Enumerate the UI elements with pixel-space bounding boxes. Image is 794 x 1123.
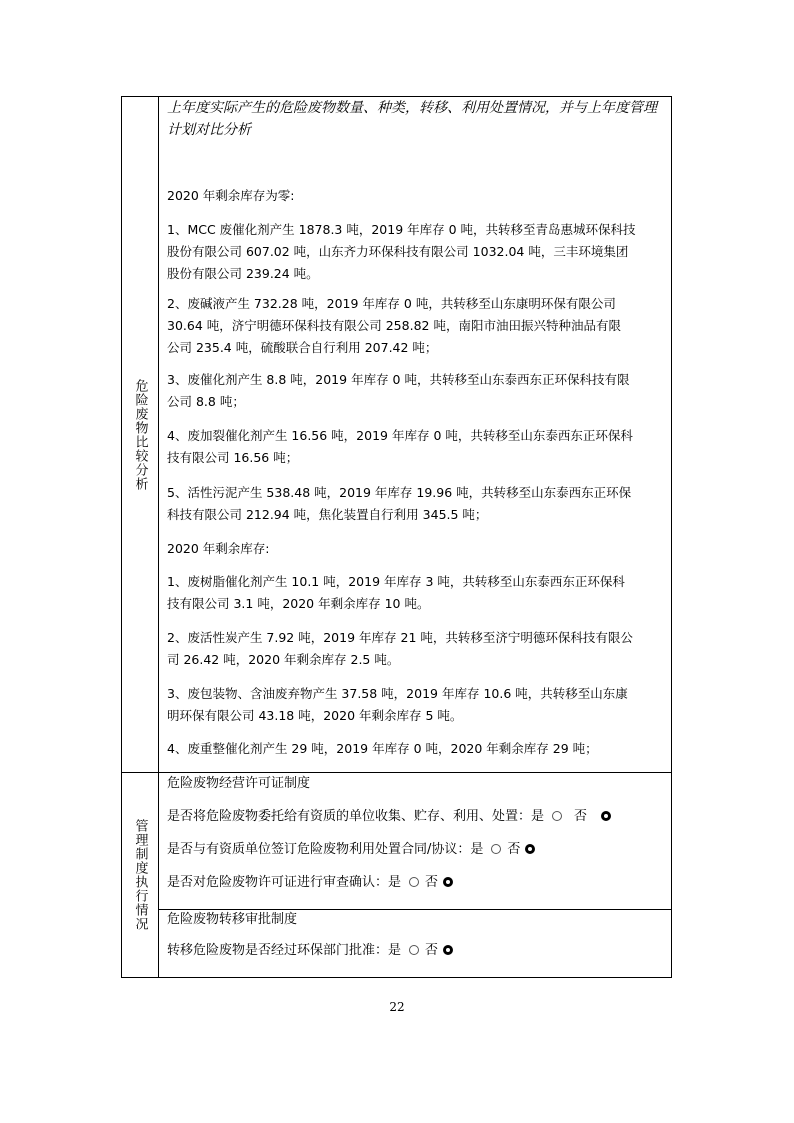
no-label: 否 bbox=[507, 842, 521, 857]
section-heading-line1: 上年度实际产生的危险废物数量、种类，转移、利用处置情况，并与上年度管理 bbox=[167, 100, 657, 116]
remaining-inventory-title: 2020 年剩余库存: bbox=[167, 541, 270, 556]
comparison-analysis-label-cell bbox=[122, 97, 159, 772]
question-entrust-text: 是否将危险废物委托给有资质的单位收集、贮存、利用、处置：是 bbox=[167, 809, 545, 824]
paragraph-9-line-2: 明环保有限公司 43.18 吨，2020 年剩余库存 5 吨。 bbox=[167, 708, 463, 723]
question-contract-text: 是否与有资质单位签订危险废物利用处置合同/协议：是 bbox=[167, 842, 484, 857]
yes-radio-icon[interactable] bbox=[552, 811, 562, 821]
no-radio-selected-icon[interactable] bbox=[525, 844, 535, 854]
management-system-row bbox=[122, 773, 671, 977]
no-label: 否 bbox=[574, 809, 588, 824]
paragraph-9 bbox=[167, 683, 667, 727]
paragraph-2-line-1: 2、废碱液产生 732.28 吨，2019 年库存 0 吨，共转移至山东康明环保有限公司 bbox=[167, 296, 616, 311]
question-license-review bbox=[167, 872, 667, 894]
paragraph-2-line-2: 30.64 吨，济宁明德环保科技有限公司 258.82 吨，南阳市油田振兴特种油品有限 bbox=[167, 318, 621, 333]
paragraph-10: 4、废重整催化剂产生 29 吨，2019 年库存 0 吨，2020 年剩余库存 29 吨； bbox=[167, 741, 598, 756]
comparison-analysis-row bbox=[122, 97, 671, 773]
paragraph-3-line-1: 3、废催化剂产生 8.8 吨，2019 年库存 0 吨，共转移至山东泰西东正环保科技有限 bbox=[167, 372, 630, 387]
paragraph-5 bbox=[167, 482, 667, 526]
paragraph-8-line-1: 2、废活性炭产生 7.92 吨，2019 年库存 21 吨，共转移至济宁明德环保科技有限公 bbox=[167, 630, 633, 645]
paragraph-8 bbox=[167, 627, 667, 671]
paragraph-2 bbox=[167, 293, 667, 359]
question-contract bbox=[167, 839, 667, 861]
question-entrust bbox=[167, 806, 667, 828]
paragraph-5-line-1: 5、活性污泥产生 538.48 吨，2019 年库存 19.96 吨，共转移至山东泰西东正环保 bbox=[167, 485, 632, 500]
hazardous-waste-table bbox=[121, 96, 672, 978]
paragraph-1-line-1: 1、MCC 废催化剂产生 1878.3 吨，2019 年库存 0 吨，共转移至青岛惠城环保科技 bbox=[167, 222, 636, 237]
paragraph-1-line-3: 股份有限公司 239.24 吨。 bbox=[167, 266, 319, 281]
question-transfer-approval-text: 转移危险废物是否经过环保部门批准：是 bbox=[167, 943, 402, 958]
paragraph-3 bbox=[167, 369, 667, 413]
no-radio-selected-icon[interactable] bbox=[443, 945, 453, 955]
no-radio-selected-icon[interactable] bbox=[601, 811, 611, 821]
no-label: 否 bbox=[425, 943, 439, 958]
yes-radio-icon[interactable] bbox=[491, 844, 501, 854]
paragraph-9-line-1: 3、废包装物、含油废弃物产生 37.58 吨，2019 年库存 10.6 吨，共转移至山东康 bbox=[167, 686, 628, 701]
paragraph-2-line-3: 公司 235.4 吨，硫酸联合自行利用 207.42 吨； bbox=[167, 340, 438, 355]
paragraph-7 bbox=[167, 571, 667, 615]
comparison-analysis-label: 危险废物比较分析 bbox=[132, 378, 148, 491]
license-system-title: 危险废物经营许可证制度 bbox=[167, 776, 311, 791]
paragraph-4-line-1: 4、废加裂催化剂产生 16.56 吨，2019 年库存 0 吨，共转移至山东泰西东正环保科 bbox=[167, 428, 633, 443]
paragraph-8-line-2: 司 26.42 吨，2020 年剩余库存 2.5 吨。 bbox=[167, 652, 400, 667]
transfer-approval-title: 危险废物转移审批制度 bbox=[167, 912, 298, 927]
management-system-label: 管理制度执行情况 bbox=[132, 819, 148, 931]
management-system-content bbox=[167, 773, 667, 977]
paragraph-5-line-2: 科技有限公司 212.94 吨，焦化装置自行利用 345.5 吨； bbox=[167, 507, 488, 522]
no-remaining-inventory-title: 2020 年剩余库存为零: bbox=[167, 188, 295, 203]
paragraph-1-line-2: 股份有限公司 607.02 吨，山东齐力环保科技有限公司 1032.04 吨，三丰环境集团 bbox=[167, 244, 629, 259]
paragraph-7-line-1: 1、废树脂催化剂产生 10.1 吨，2019 年库存 3 吨，共转移至山东泰西东正环保科 bbox=[167, 574, 625, 589]
paragraph-4 bbox=[167, 425, 667, 469]
paragraph-3-line-2: 公司 8.8 吨； bbox=[167, 394, 245, 409]
paragraph-7-line-2: 技有限公司 3.1 吨，2020 年剩余库存 10 吨。 bbox=[167, 596, 430, 611]
comparison-analysis-content bbox=[167, 97, 667, 772]
question-license-review-text: 是否对危险废物许可证进行审查确认：是 bbox=[167, 875, 402, 890]
page-number: 22 bbox=[389, 1000, 405, 1014]
yes-radio-icon[interactable] bbox=[409, 877, 419, 887]
paragraph-1 bbox=[167, 219, 667, 285]
no-label: 否 bbox=[425, 875, 439, 890]
paragraph-4-line-2: 技有限公司 16.56 吨； bbox=[167, 450, 299, 465]
management-system-label-cell bbox=[122, 773, 159, 977]
section-heading-line2: 计划对比分析 bbox=[167, 122, 251, 138]
question-transfer-approval bbox=[167, 940, 667, 962]
no-radio-selected-icon[interactable] bbox=[443, 877, 453, 887]
yes-radio-icon[interactable] bbox=[409, 945, 419, 955]
